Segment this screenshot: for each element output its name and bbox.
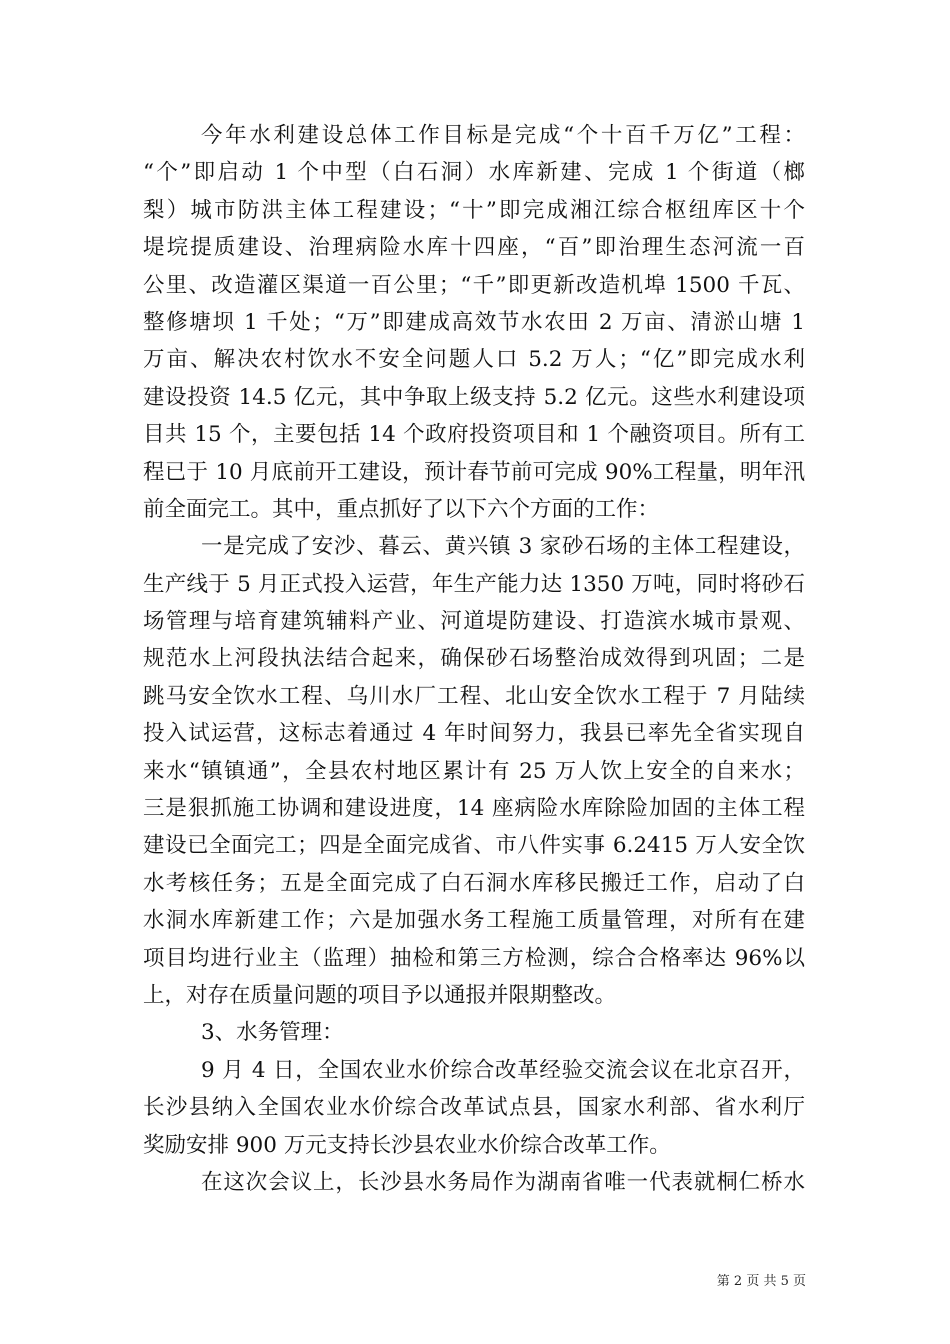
text-line: 梨）城市防洪主体工程建设；“十”即完成湘江综合枢纽库区十个 xyxy=(143,197,805,223)
text-line: 生产线于 5 月正式投入运营，年生产能力达 1350 万吨，同时将砂石 xyxy=(143,571,805,597)
text-line: 来水“镇镇通”，全县农村地区累计有 25 万人饮上安全的自来水； xyxy=(143,758,805,784)
text-line: 水洞水库新建工作；六是加强水务工程施工质量管理，对所有在建 xyxy=(143,908,805,934)
text-line: 三是狠抓施工协调和建设进度，14 座病险水库除险加固的主体工程 xyxy=(143,796,805,822)
text-line: 项目均进行业主（监理）抽检和第三方检测，综合合格率达 96%以 xyxy=(143,945,805,971)
text-line: 今年水利建设总体工作目标是完成“个十百千万亿”工程： xyxy=(201,123,805,148)
text-line: 前全面完工。其中，重点抓好了以下六个方面的工作： xyxy=(143,496,660,522)
text-line: 场管理与培育建筑辅料产业、河道堤防建设、打造滨水城市景观、 xyxy=(143,609,805,635)
text-line: 万亩、解决农村饮水不安全问题人口 5.2 万人；“亿”即完成水利 xyxy=(143,347,805,373)
text-line: 投入试运营，这标志着通过 4 年时间努力，我县已率先全省实现自 xyxy=(143,721,805,747)
text-line: 建设已全面完工；四是全面完成省、市八件实事 6.2415 万人安全饮 xyxy=(143,833,805,859)
text-line: 公里、改造灌区渠道一百公里；“千”即更新改造机埠 1500 千瓦、 xyxy=(143,272,805,298)
text-line: “个”即启动 1 个中型（白石洞）水库新建、完成 1 个街道（榔 xyxy=(143,160,805,186)
text-line: 水考核任务；五是全面完成了白石洞水库移民搬迁工作，启动了白 xyxy=(143,870,805,896)
text-line: 一是完成了安沙、暮云、黄兴镇 3 家砂石场的主体工程建设， xyxy=(201,534,805,560)
text-line: 上，对存在质量问题的项目予以通报并限期整改。 xyxy=(143,982,617,1008)
document-body xyxy=(143,117,805,1201)
text-line: 目共 15 个，主要包括 14 个政府投资项目和 1 个融资项目。所有工 xyxy=(143,422,805,448)
text-line: 9 月 4 日，全国农业水价综合改革经验交流会议在北京召开， xyxy=(201,1057,805,1083)
text-line: 堤垸提质建设、治理病险水库十四座，“百”即治理生态河流一百 xyxy=(143,235,805,261)
text-line: 跳马安全饮水工程、乌川水厂工程、北山安全饮水工程于 7 月陆续 xyxy=(143,683,805,709)
page-number: 第 2 页 共 5 页 xyxy=(716,1274,806,1289)
text-line: 长沙县纳入全国农业水价综合改革试点县，国家水利部、省水利厅 xyxy=(143,1095,805,1121)
text-line: 整修塘坝 1 千处；“万”即建成高效节水农田 2 万亩、清淤山塘 1 xyxy=(143,309,805,335)
section-heading: 3、水务管理： xyxy=(201,1020,344,1046)
text-line: 建设投资 14.5 亿元，其中争取上级支持 5.2 亿元。这些水利建设项 xyxy=(143,384,805,410)
text-line: 程已于 10 月底前开工建设，预计春节前可完成 90%工程量，明年汛 xyxy=(143,459,805,485)
text-line: 在这次会议上，长沙县水务局作为湖南省唯一代表就桐仁桥水 xyxy=(201,1169,805,1195)
text-line: 规范水上河段执法结合起来，确保砂石场整治成效得到巩固；二是 xyxy=(143,646,805,672)
text-line: 奖励安排 900 万元支持长沙县农业水价综合改革工作。 xyxy=(143,1132,671,1158)
